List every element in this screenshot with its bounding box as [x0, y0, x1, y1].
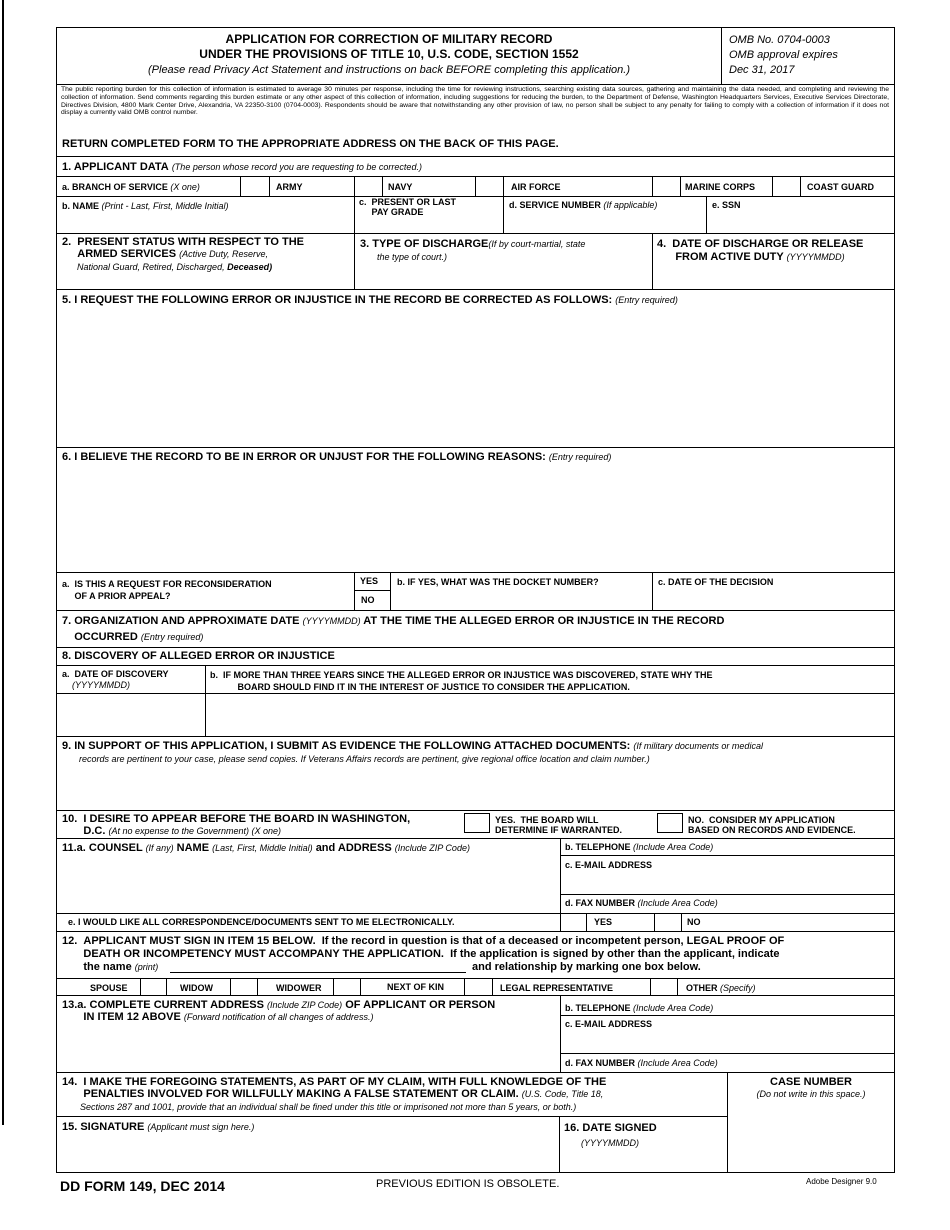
electronic-yes-checkbox[interactable] — [561, 914, 585, 930]
coast-guard-checkbox[interactable] — [773, 177, 799, 195]
date-of-discharge-label: 4. DATE OF DISCHARGE OR RELEASE FROM ACTIVE DUTY (YYYYMMDD) — [657, 238, 864, 263]
name-field[interactable] — [57, 212, 353, 232]
present-status-label: 2. PRESENT STATUS WITH RESPECT TO THE ARMED SERVICES (Active Duty, Reserve, — [62, 236, 305, 260]
date-of-discovery-field[interactable] — [57, 694, 204, 735]
appear-yes-label: YES. THE BOARD WILL DETERMINE IF WARRANTED. — [495, 815, 622, 835]
error-reasons-field[interactable] — [57, 465, 893, 571]
widow-label: WIDOW — [180, 983, 213, 993]
appear-no-checkbox[interactable] — [657, 813, 683, 833]
organization-date-field[interactable] — [340, 630, 893, 646]
counsel-email-label: c. E-MAIL ADDRESS — [565, 860, 653, 870]
ssn-field[interactable] — [707, 212, 893, 232]
other-specify-field[interactable] — [775, 979, 893, 994]
omb-expires-date: Dec 31, 2017 — [729, 64, 795, 76]
section-6-label: 6. I BELIEVE THE RECORD TO BE IN ERROR OR UNJUST FOR THE FOLLOWING REASONS: (Entry required) — [62, 451, 612, 463]
discovery-explanation-field[interactable] — [206, 694, 893, 735]
appear-no-label: NO. CONSIDER MY APPLICATION BASED ON RECORDS AND EVIDENCE. — [688, 815, 856, 835]
counsel-telephone-field[interactable] — [561, 843, 893, 854]
widow-checkbox[interactable] — [231, 979, 256, 994]
docket-number-label: b. IF YES, WHAT WAS THE DOCKET NUMBER? — [397, 577, 599, 587]
current-address-field[interactable] — [57, 1026, 559, 1071]
ssn-label: e. SSN — [712, 200, 741, 210]
section-10-label: 10. I DESIRE TO APPEAR BEFORE THE BOARD IN WASHINGTON, D.C. (At no expense to the Government) (X one) — [62, 813, 411, 837]
next-of-kin-checkbox[interactable] — [465, 979, 491, 994]
spouse-label: SPOUSE — [90, 983, 128, 993]
type-of-discharge-label: 3. TYPE OF DISCHARGE(If by court-martial, state — [360, 238, 586, 250]
section-7-label: 7. ORGANIZATION AND APPROXIMATE DATE (YYYYMMDD) AT THE TIME THE ALLEGED ERROR OR INJUSTICE IN THE RECORD OCCURRED (Entry required) — [62, 615, 725, 643]
pay-grade-field[interactable] — [355, 218, 503, 232]
decision-date-label: c. DATE OF THE DECISION — [658, 577, 774, 587]
legal-representative-checkbox[interactable] — [651, 979, 676, 994]
signature-field[interactable] — [57, 1134, 558, 1172]
army-checkbox[interactable] — [241, 177, 268, 195]
page-edge — [2, 0, 4, 1125]
branch-air-force-label: AIR FORCE — [511, 182, 561, 192]
spouse-checkbox[interactable] — [141, 979, 165, 994]
service-number-label: d. SERVICE NUMBER (If applicable) — [509, 200, 658, 210]
section-14-note: Sections 287 and 1001, provide that an individual shall be fined under this title or imprisoned not more than 5 years, or both.) — [80, 1102, 577, 1112]
marine-corps-checkbox[interactable] — [653, 177, 679, 195]
date-of-discharge-field[interactable] — [653, 266, 893, 288]
reconsideration-yes-label: YES — [360, 576, 379, 586]
relationship-instruction: and relationship by marking one box below. — [472, 961, 701, 973]
electronic-no-label: NO — [687, 917, 701, 927]
widower-label: WIDOWER — [276, 983, 322, 993]
section-9-label: 9. IN SUPPORT OF THIS APPLICATION, I SUBMIT AS EVIDENCE THE FOLLOWING ATTACHED DOCUMENTS: (If military documents or medical — [62, 740, 763, 752]
section-9-note: records are pertinent to your case, please send copies. If Veterans Affairs records are pertinent, give regional office location and claim number.) — [79, 754, 650, 764]
correction-request-field[interactable] — [57, 308, 893, 446]
electronic-correspondence-label: e. I WOULD LIKE ALL CORRESPONDENCE/DOCUMENTS SENT TO ME ELECTRONICALLY. — [68, 917, 455, 927]
signature-label: 15. SIGNATURE (Applicant must sign here.) — [62, 1121, 255, 1133]
omb-expires-label: OMB approval expires — [729, 49, 838, 61]
section-8-label: 8. DISCOVERY OF ALLEGED ERROR OR INJUSTICE — [62, 650, 335, 662]
reconsideration-label: a. IS THIS A REQUEST FOR RECONSIDERATION OF A PRIOR APPEAL? — [62, 579, 272, 601]
reconsideration-no-label: NO — [361, 595, 375, 605]
date-signed-note: (YYYYMMDD) — [581, 1138, 639, 1148]
branch-army-label: ARMY — [276, 182, 303, 192]
form-subtitle: (Please read Privacy Act Statement and instructions on back BEFORE completing this application.) — [148, 64, 630, 76]
form-title-line1: APPLICATION FOR CORRECTION OF MILITARY RECORD — [225, 32, 553, 46]
present-status-field[interactable] — [57, 274, 353, 288]
section-14-label: 14. I MAKE THE FOREGOING STATEMENTS, AS PART OF MY CLAIM, WITH FULL KNOWLEDGE OF THE PENALTIES INVOLVED FOR WILLFULLY MAKING A FALSE STATEMENT OR CLAIM. (U.S. Code, Title 18, — [62, 1076, 607, 1100]
counsel-name-address-field[interactable] — [57, 855, 559, 912]
navy-checkbox[interactable] — [355, 177, 381, 195]
applicant-telephone-label: b. TELEPHONE (Include Area Code) — [565, 1003, 714, 1013]
counsel-telephone-label: b. TELEPHONE (Include Area Code) — [565, 842, 714, 852]
counsel-label: 11.a. COUNSEL (If any) NAME (Last, First, Middle Initial) and ADDRESS (Include ZIP Code) — [62, 842, 470, 854]
other-label: OTHER (Specify) — [686, 983, 756, 993]
service-number-field[interactable] — [504, 212, 705, 232]
section-13-label: 13.a. COMPLETE CURRENT ADDRESS (Include ZIP Code) OF APPLICANT OR PERSON IN ITEM 12 ABOVE (Forward notification of all changes of address.) — [62, 999, 496, 1023]
branch-navy-label: NAVY — [388, 182, 413, 192]
section-1-title: 1. APPLICANT DATA (The person whose record you are requesting to be corrected.) — [62, 161, 422, 173]
decision-date-field[interactable] — [653, 590, 893, 609]
burden-statement: The public reporting burden for this collection of information is estimated to average 30 minutes per response, including the time for reviewing instructions, searching existing data sources, gathering and maintaining the data needed, and completing and reviewing the collection of information. Send comments regarding this burden estimate or any other aspect of this collection of information, including suggestions for reducing the burden, to the Department of Defense, Washington Headquarters Services, Executive Services Directorate, Directives Division, 4800 Mark Center Drive, Alexandria, VA 22350-3100 (0704-0003). Respondents should be aware that notwithstanding any other provision of law, no person shall be subject to any penalty for failing to comply with a collection of information if it does not display a currently valid OMB control number. — [61, 86, 889, 117]
branch-marine-corps-label: MARINE CORPS — [685, 182, 756, 192]
designer-note: Adobe Designer 9.0 — [806, 1177, 877, 1186]
reconsideration-yes-checkbox[interactable] — [355, 573, 389, 589]
case-number-note: (Do not write in this space.) — [756, 1089, 866, 1099]
next-of-kin-label: NEXT OF KIN — [387, 982, 445, 992]
electronic-yes-label: YES — [594, 917, 613, 927]
name-label: b. NAME (Print - Last, First, Middle Initial) — [62, 201, 229, 211]
present-status-note: National Guard, Retired, Discharged, Deceased) — [77, 262, 273, 272]
legal-representative-label: LEGAL REPRESENTATIVE — [500, 983, 614, 993]
date-signed-label: 16. DATE SIGNED — [564, 1122, 657, 1134]
electronic-no-checkbox[interactable] — [655, 914, 680, 930]
counsel-fax-label: d. FAX NUMBER (Include Area Code) — [565, 898, 718, 908]
air-force-checkbox[interactable] — [476, 177, 502, 195]
return-instructions: RETURN COMPLETED FORM TO THE APPROPRIATE ADDRESS ON THE BACK OF THIS PAGE. — [62, 138, 559, 150]
type-of-discharge-field[interactable] — [355, 264, 651, 288]
applicant-fax-label: d. FAX NUMBER (Include Area Code) — [565, 1058, 718, 1068]
appear-yes-checkbox[interactable] — [464, 813, 490, 833]
pay-grade-label: c. PRESENT OR LAST PAY GRADE — [359, 197, 457, 217]
section-12-label: 12. APPLICANT MUST SIGN IN ITEM 15 BELOW. If the record in question is that of a deceased or incompetent person, LEGAL PROOF OF DEATH OR INCOMPETENCY MUST ACCOMPANY THE APPLICATION. If the application is signed by other than the applicant, indicate the name (print) — [62, 935, 785, 973]
signer-name-field[interactable] — [170, 960, 466, 972]
section-5-label: 5. I REQUEST THE FOLLOWING ERROR OR INJUSTICE IN THE RECORD BE CORRECTED AS FOLLOWS: (Entry required) — [62, 294, 678, 306]
form-number: DD FORM 149, DEC 2014 — [60, 1178, 225, 1194]
previous-edition-note: PREVIOUS EDITION IS OBSOLETE. — [376, 1178, 560, 1190]
case-number-label: CASE NUMBER — [770, 1076, 852, 1088]
date-signed-field[interactable] — [560, 1150, 726, 1172]
widower-checkbox[interactable] — [334, 979, 359, 994]
applicant-telephone-field[interactable] — [561, 996, 893, 1014]
evidence-documents-field[interactable] — [57, 767, 893, 809]
branch-of-service-label: a. BRANCH OF SERVICE (X one) — [62, 182, 200, 192]
discovery-explanation-label: b. IF MORE THAN THREE YEARS SINCE THE ALLEGED ERROR OR INJUSTICE WAS DISCOVERED, STATE WHY THE BOARD SHOULD FIND IT IN THE INTEREST OF JUSTICE TO CONSIDER THE APPLICATION. — [210, 670, 713, 692]
omb-number: OMB No. 0704-0003 — [729, 34, 830, 46]
form-title-line2: UNDER THE PROVISIONS OF TITLE 10, U.S. CODE, SECTION 1552 — [199, 47, 579, 61]
branch-coast-guard-label: COAST GUARD — [807, 182, 874, 192]
date-of-discovery-label: a. DATE OF DISCOVERY (YYYYMMDD) — [62, 669, 169, 690]
reconsideration-no-checkbox[interactable] — [355, 591, 389, 609]
docket-number-field[interactable] — [391, 590, 651, 609]
applicant-email-label: c. E-MAIL ADDRESS — [565, 1019, 653, 1029]
applicant-email-field[interactable] — [561, 1031, 893, 1051]
counsel-email-field[interactable] — [561, 872, 893, 892]
type-of-discharge-note: the type of court.) — [377, 252, 448, 262]
